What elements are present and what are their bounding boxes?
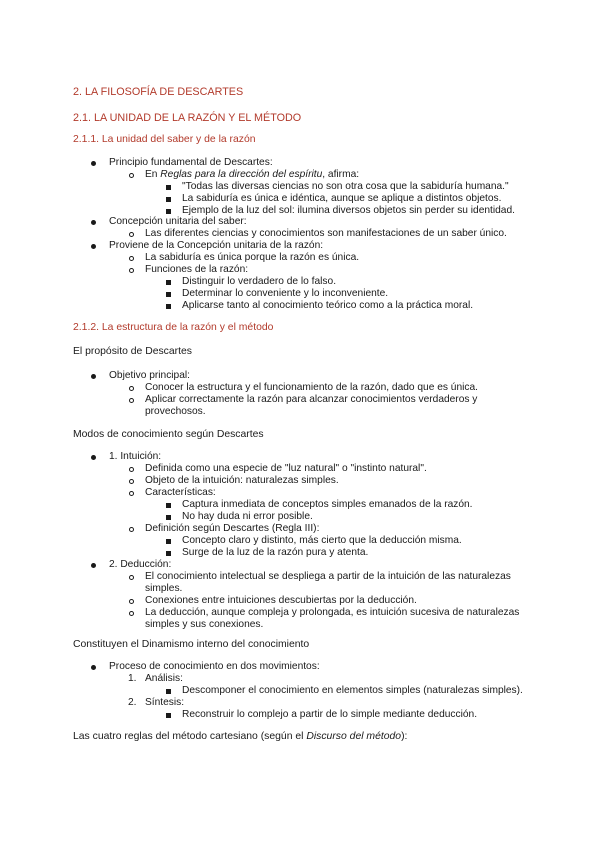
list-item: Las diferentes ciencias y conocimientos son manifestaciones de un saber único. [145,228,507,239]
list-item: Principio fundamental de Descartes: [109,157,273,168]
bullet [129,599,134,604]
list-item: La sabiduría es única porque la razón es única. [145,252,360,263]
list-item-continued: simples y sus conexiones. [145,619,264,630]
list-item: El conocimiento intelectual se despliega a partir de la intuición de las naturalezas [145,571,511,582]
list-item: En Reglas para la dirección del espíritu, afirma: [145,169,360,180]
bullet [166,503,171,508]
list-item: Definida como una especie de "luz natural" o "instinto natural". [145,463,427,474]
bullet [129,491,134,496]
heading-3-estructura: 2.1.2. La estructura de la razón y el método [73,322,274,333]
bullet [91,374,96,379]
list-item: Ejemplo de la luz del sol: ilumina diversos objetos sin perder su identidad. [182,205,515,216]
list-item: Conocer la estructura y el funcionamiento de la razón, dado que es única. [145,382,478,393]
bullet [91,455,96,460]
list-item: Captura inmediata de conceptos simples emanados de la razón. [182,499,473,510]
list-item: No hay duda ni error posible. [182,511,313,522]
bullet [166,551,171,556]
paragraph: Las cuatro reglas del método cartesiano (según el Discurso del método): [73,731,408,742]
bullet [166,304,171,309]
heading-1: 2. LA FILOSOFÍA DE DESCARTES [73,86,244,98]
list-number: 2. [128,697,137,708]
bullet [166,689,171,694]
list-item: Análisis: [145,673,183,684]
bullet [166,209,171,214]
list-number: 1. [128,673,137,684]
bullet [129,232,134,237]
bullet [129,467,134,472]
paragraph: El propósito de Descartes [73,346,192,357]
list-item: Aplicar correctamente la razón para alcanzar conocimientos verdaderos y [145,394,478,405]
bullet [129,527,134,532]
list-item: Distinguir lo verdadero de lo falso. [182,276,337,287]
bullet [166,515,171,520]
list-item: La deducción, aunque compleja y prolongada, es intuición sucesiva de naturalezas [145,607,520,618]
heading-3-unidad: 2.1.1. La unidad del saber y de la razón [73,134,256,145]
list-item: Determinar lo conveniente y lo inconveniente. [182,288,389,299]
list-item: Conexiones entre intuiciones descubiertas por la deducción. [145,595,417,606]
list-item-continued: provechosos. [145,406,206,417]
bullet [129,398,134,403]
list-item: Características: [145,487,216,498]
list-item: Objetivo principal: [109,370,190,381]
list-item: Funciones de la razón: [145,264,249,275]
bullet [129,268,134,273]
bullet [91,161,96,166]
bullet [129,575,134,580]
heading-2: 2.1. LA UNIDAD DE LA RAZÓN Y EL MÉTODO [73,112,302,124]
list-item: Aplicarse tanto al conocimiento teórico como a la práctica moral. [182,300,474,311]
bullet [129,173,134,178]
bullet [166,292,171,297]
list-item: La sabiduría es única e idéntica, aunque se aplique a distintos objetos. [182,193,502,204]
list-item: Concepto claro y distinto, más cierto que la deducción misma. [182,535,462,546]
list-item: 2. Deducción: [109,559,172,570]
list-item: 1. Intuición: [109,451,162,462]
list-item: Proviene de la Concepción unitaria de la razón: [109,240,324,251]
list-item-continued: simples. [145,583,183,594]
paragraph: Modos de conocimiento según Descartes [73,429,264,440]
bullet [129,611,134,616]
list-item: Concepción unitaria del saber: [109,216,247,227]
bullet [129,479,134,484]
list-item: Descomponer el conocimiento en elementos simples (naturalezas simples). [182,685,523,696]
bullet [166,713,171,718]
bullet [129,386,134,391]
bullet [166,539,171,544]
bullet [91,665,96,670]
book-title: Discurso del método [306,731,402,742]
paragraph: Constituyen el Dinamismo interno del conocimiento [73,639,310,650]
bullet [91,220,96,225]
bullet [166,185,171,190]
list-item: Definición según Descartes (Regla III): [145,523,320,534]
bullet [91,563,96,568]
bullet [166,280,171,285]
list-item: Objeto de la intuición: naturalezas simples. [145,475,339,486]
bullet [166,197,171,202]
list-item: Surge de la luz de la razón pura y atenta. [182,547,369,558]
list-item: Reconstruir lo complejo a partir de lo simple mediante deducción. [182,709,478,720]
bullet [91,244,96,249]
list-item: "Todas las diversas ciencias no son otra cosa que la sabiduría humana." [182,181,509,192]
book-title: Reglas para la dirección del espíritu [160,169,323,180]
list-item: Proceso de conocimiento en dos movimientos: [109,661,320,672]
list-item: Síntesis: [145,697,185,708]
bullet [129,256,134,261]
